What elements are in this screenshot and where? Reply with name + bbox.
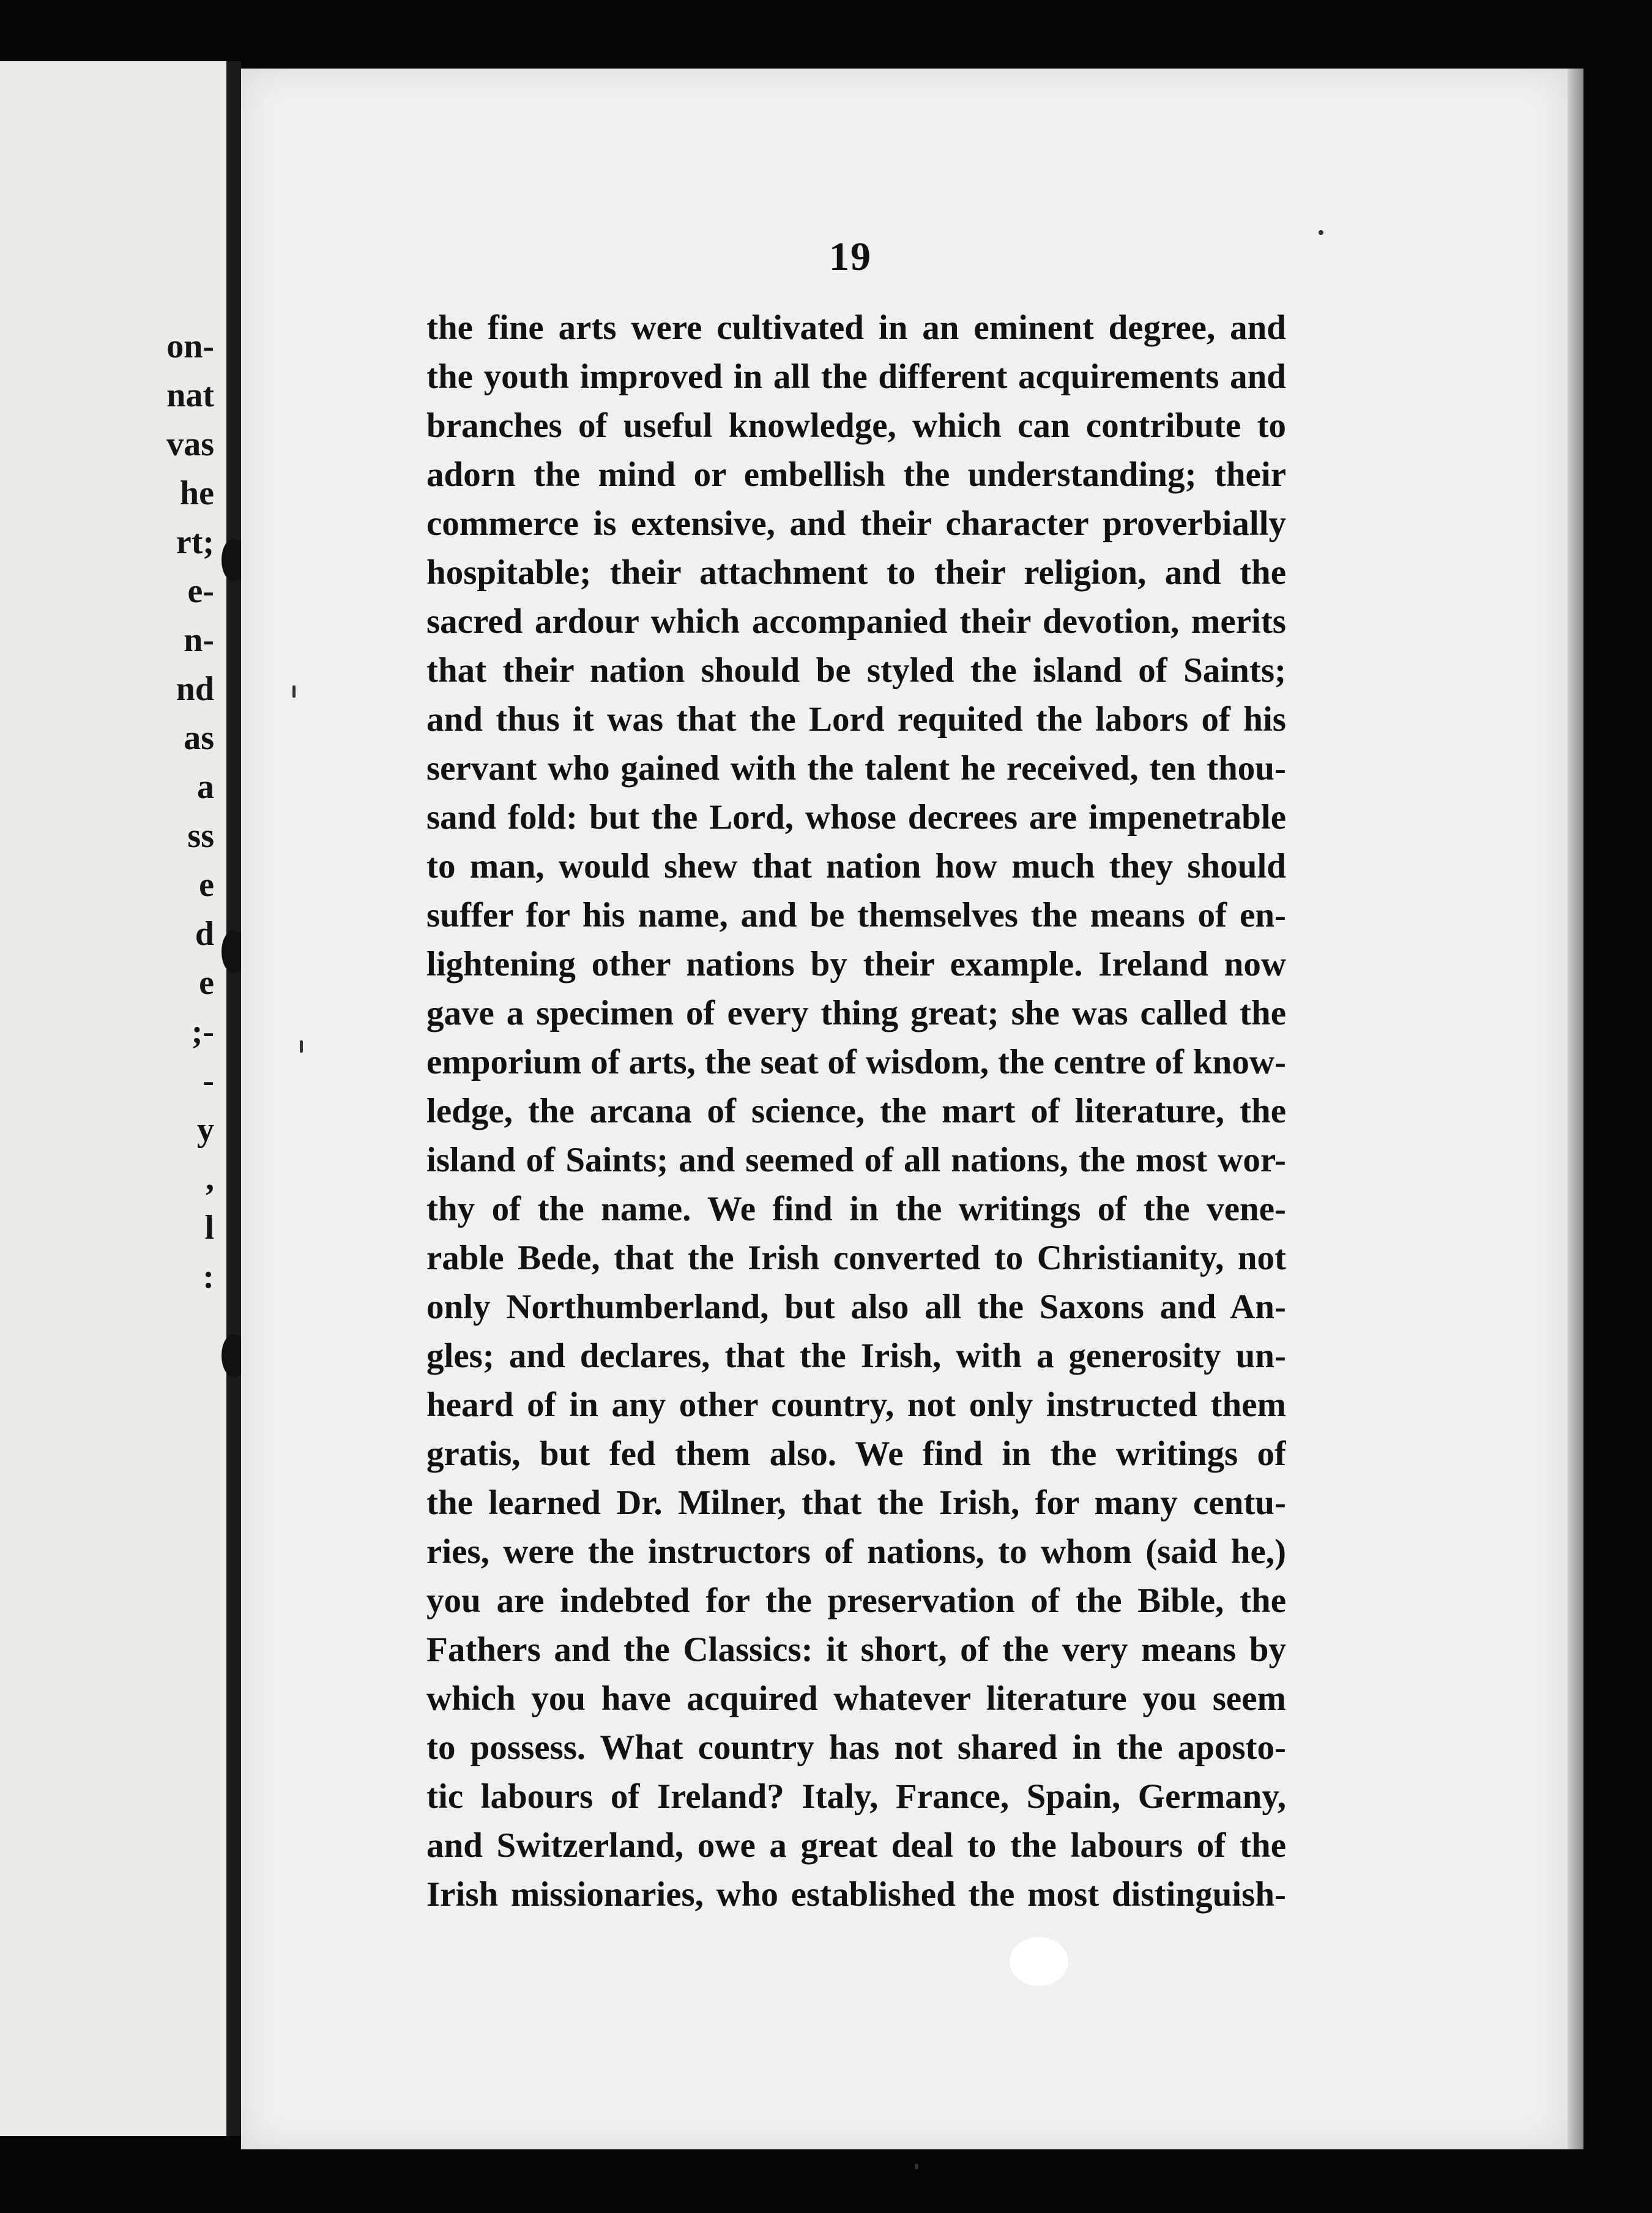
dust-mark <box>300 1040 303 1053</box>
left-page-fragment: nd <box>176 670 214 708</box>
left-page-fragment: a <box>197 768 214 806</box>
left-page-fragment: d <box>195 915 214 953</box>
text-line: and Switzerland, owe a great deal to the labours of the <box>426 1826 1286 1865</box>
left-page-fragment: ss <box>187 817 214 855</box>
text-line: Irish missionaries, who established the most distinguish- <box>426 1875 1286 1914</box>
text-line: sacred ardour which accompanied their devotion, merits <box>426 602 1286 641</box>
text-line: servant who gained with the talent he received, ten thou- <box>426 749 1286 788</box>
text-line: that their nation should be styled the island of Saints; <box>426 651 1286 690</box>
text-line: to man, would shew that nation how much they should <box>426 847 1286 886</box>
text-line: suffer for his name, and be themselves the means of en- <box>426 896 1286 935</box>
left-facing-page <box>0 61 226 2136</box>
left-page-fragment: as <box>184 719 214 757</box>
dust-mark <box>292 685 296 698</box>
left-page-fragment: vas <box>166 425 214 463</box>
left-page-fragment: l <box>204 1209 214 1247</box>
text-line: commerce is extensive, and their character proverbially <box>426 504 1286 543</box>
paper-blemish <box>1010 1937 1068 1986</box>
left-page-fragment: rt; <box>176 523 214 561</box>
text-line: thy of the name. We find in the writings of the vene- <box>426 1190 1286 1228</box>
text-line: emporium of arts, the seat of wisdom, the centre of know- <box>426 1043 1286 1081</box>
text-line: hospitable; their attachment to their religion, and the <box>426 553 1286 592</box>
text-line: rable Bede, that the Irish converted to Christianity, not <box>426 1239 1286 1277</box>
book-gutter <box>226 61 241 2136</box>
text-line: which you have acquired whatever literature you seem <box>426 1679 1286 1718</box>
left-page-fragment: e <box>199 866 214 904</box>
text-line: only Northumberland, but also all the Saxons and An- <box>426 1288 1286 1326</box>
left-page-fragment: y <box>197 1111 214 1149</box>
left-page-fragment: , <box>206 1160 214 1198</box>
dust-mark <box>915 2163 918 2170</box>
left-page-fragment: e- <box>187 572 214 610</box>
text-line: branches of useful knowledge, which can contribute to <box>426 406 1286 445</box>
text-line: heard of in any other country, not only instructed them <box>426 1386 1286 1424</box>
left-page-fragment: on- <box>166 327 214 365</box>
text-line: sand fold: but the Lord, whose decrees are impenetrable <box>426 798 1286 837</box>
text-line: the youth improved in all the different acquirements and <box>426 357 1286 396</box>
page-number: 19 <box>829 234 872 279</box>
text-line: gave a specimen of every thing great; she was called the <box>426 994 1286 1032</box>
body-text <box>426 304 1286 1919</box>
left-page-fragment: e <box>199 964 214 1002</box>
text-line: tic labours of Ireland? Italy, France, Spain, Germany, <box>426 1777 1286 1816</box>
dust-mark <box>1319 230 1323 235</box>
text-line: ries, were the instructors of nations, to whom (said he,) <box>426 1532 1286 1571</box>
text-line: gratis, but fed them also. We find in the writings of <box>426 1435 1286 1473</box>
text-line: you are indebted for the preservation of the Bible, the <box>426 1581 1286 1620</box>
text-line: Fathers and the Classics: it short, of the very means by <box>426 1630 1286 1669</box>
text-line: island of Saints; and seemed of all nations, the most wor- <box>426 1141 1286 1179</box>
text-line: to possess. What country has not shared in the aposto- <box>426 1728 1286 1767</box>
text-line: and thus it was that the Lord requited the labors of his <box>426 700 1286 739</box>
left-page-fragment: ;- <box>191 1013 214 1051</box>
text-line: ledge, the arcana of science, the mart of literature, the <box>426 1092 1286 1130</box>
page-edge-shadow <box>1568 69 1583 2149</box>
text-line: the learned Dr. Milner, that the Irish, for many centu- <box>426 1483 1286 1522</box>
text-line: the fine arts were cultivated in an eminent degree, and <box>426 308 1286 347</box>
left-page-fragment: nat <box>166 376 214 414</box>
left-page-fragment: n- <box>184 621 214 659</box>
left-page-fragment: - <box>203 1062 214 1100</box>
text-line: gles; and declares, that the Irish, with a generosity un- <box>426 1337 1286 1375</box>
left-page-fragment: he <box>180 474 214 512</box>
text-line: lightening other nations by their example. Ireland now <box>426 945 1286 983</box>
text-line: adorn the mind or embellish the understanding; their <box>426 455 1286 494</box>
left-page-fragment: : <box>203 1258 214 1296</box>
